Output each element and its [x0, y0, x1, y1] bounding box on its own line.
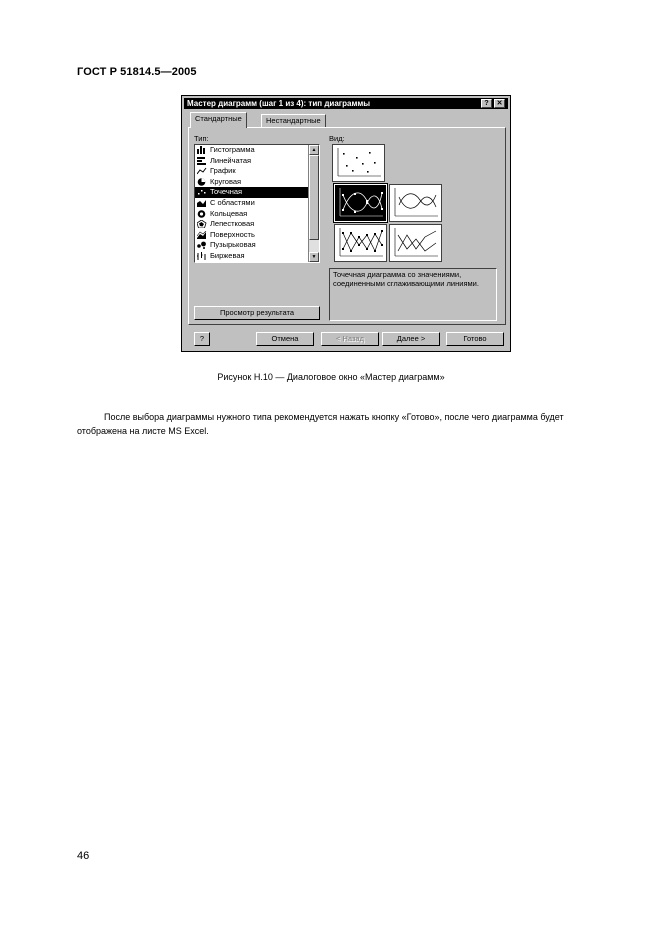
chart-type-label: Круговая	[210, 176, 242, 186]
chart-type-list[interactable]	[194, 144, 320, 263]
chart-type-label: Линейчатая	[210, 155, 252, 165]
finish-button[interactable]: Готово	[446, 332, 504, 346]
bar-chart-icon	[197, 157, 207, 165]
chart-subtype-grid	[332, 144, 442, 260]
subtype-smooth-lines[interactable]	[389, 184, 442, 222]
radar-chart-icon	[197, 220, 207, 228]
scroll-up-button[interactable]: ▲	[309, 145, 319, 155]
preview-result-button[interactable]: Просмотр результата	[194, 306, 320, 320]
chart-description: Точечная диаграмма со значениями, соединенными сглаживающими линиями.	[329, 268, 497, 321]
chart-type-label: Лепестковая	[210, 219, 255, 229]
chart-type-label: Гистограмма	[210, 145, 255, 154]
cancel-button[interactable]: Отмена	[256, 332, 314, 346]
chart-type-label: Кольцевая	[210, 208, 248, 218]
figure-caption: Рисунок Н.10 — Диалоговое окно «Мастер диаграмм»	[217, 372, 445, 382]
area-chart-icon	[197, 199, 207, 207]
stock-chart-icon	[197, 252, 207, 260]
chart-type-item[interactable]	[195, 219, 319, 230]
chart-type-item[interactable]	[195, 240, 319, 251]
dialog-titlebar	[184, 98, 508, 109]
chart-wizard-dialog	[181, 95, 511, 352]
pie-chart-icon	[197, 178, 207, 186]
chart-type-label: Поверхность	[210, 229, 255, 239]
chart-type-item[interactable]	[195, 187, 319, 198]
chart-type-item[interactable]	[195, 230, 319, 241]
type-label: Тип:	[194, 134, 209, 143]
doughnut-chart-icon	[197, 210, 207, 218]
chart-type-item[interactable]	[195, 156, 319, 167]
help-button[interactable]: ?	[194, 332, 210, 346]
chart-type-item[interactable]	[195, 177, 319, 188]
chart-type-label: Точечная	[210, 187, 243, 197]
subtype-scatter-markers[interactable]	[332, 144, 385, 182]
chart-type-item[interactable]	[195, 209, 319, 220]
next-button[interactable]: Далее >	[382, 332, 440, 346]
tab-standard[interactable]: Стандартные	[190, 112, 247, 128]
dialog-title: Мастер диаграмм (шаг 1 из 4): тип диаграммы	[187, 99, 371, 108]
bubble-chart-icon	[197, 241, 207, 249]
view-label: Вид:	[329, 134, 345, 143]
chart-type-item[interactable]	[195, 166, 319, 177]
title-help-button[interactable]: ?	[481, 99, 492, 108]
subtype-line-plain[interactable]	[389, 224, 442, 262]
chart-type-item[interactable]	[195, 145, 319, 156]
chart-type-label: С областями	[210, 197, 255, 207]
subtype-line-markers[interactable]	[334, 224, 387, 262]
chart-type-item[interactable]	[195, 198, 319, 209]
line-chart-icon	[197, 167, 207, 175]
list-scrollbar[interactable]	[308, 145, 319, 262]
tab-custom[interactable]: Нестандартные	[261, 114, 326, 127]
subtype-smooth-markers[interactable]	[334, 184, 387, 222]
chart-type-item[interactable]	[195, 251, 319, 262]
surface-chart-icon	[197, 231, 207, 239]
document-header: ГОСТ Р 51814.5—2005	[77, 66, 197, 78]
chart-type-label: Биржевая	[210, 250, 245, 260]
scroll-down-button[interactable]: ▼	[309, 252, 319, 262]
chart-type-label: График	[210, 166, 236, 176]
chart-type-label: Пузырьковая	[210, 240, 256, 250]
scroll-thumb[interactable]	[309, 155, 319, 240]
body-paragraph: После выбора диаграммы нужного типа рекомендуется нажать кнопку «Готово», после чего диаграмма будет отображена на листе MS Excel.	[77, 412, 564, 436]
scatter-chart-icon	[197, 188, 207, 196]
column-chart-icon	[197, 146, 207, 154]
page-number: 46	[77, 850, 90, 862]
back-button[interactable]: < Назад	[321, 332, 379, 346]
title-close-button[interactable]: ✕	[494, 99, 505, 108]
